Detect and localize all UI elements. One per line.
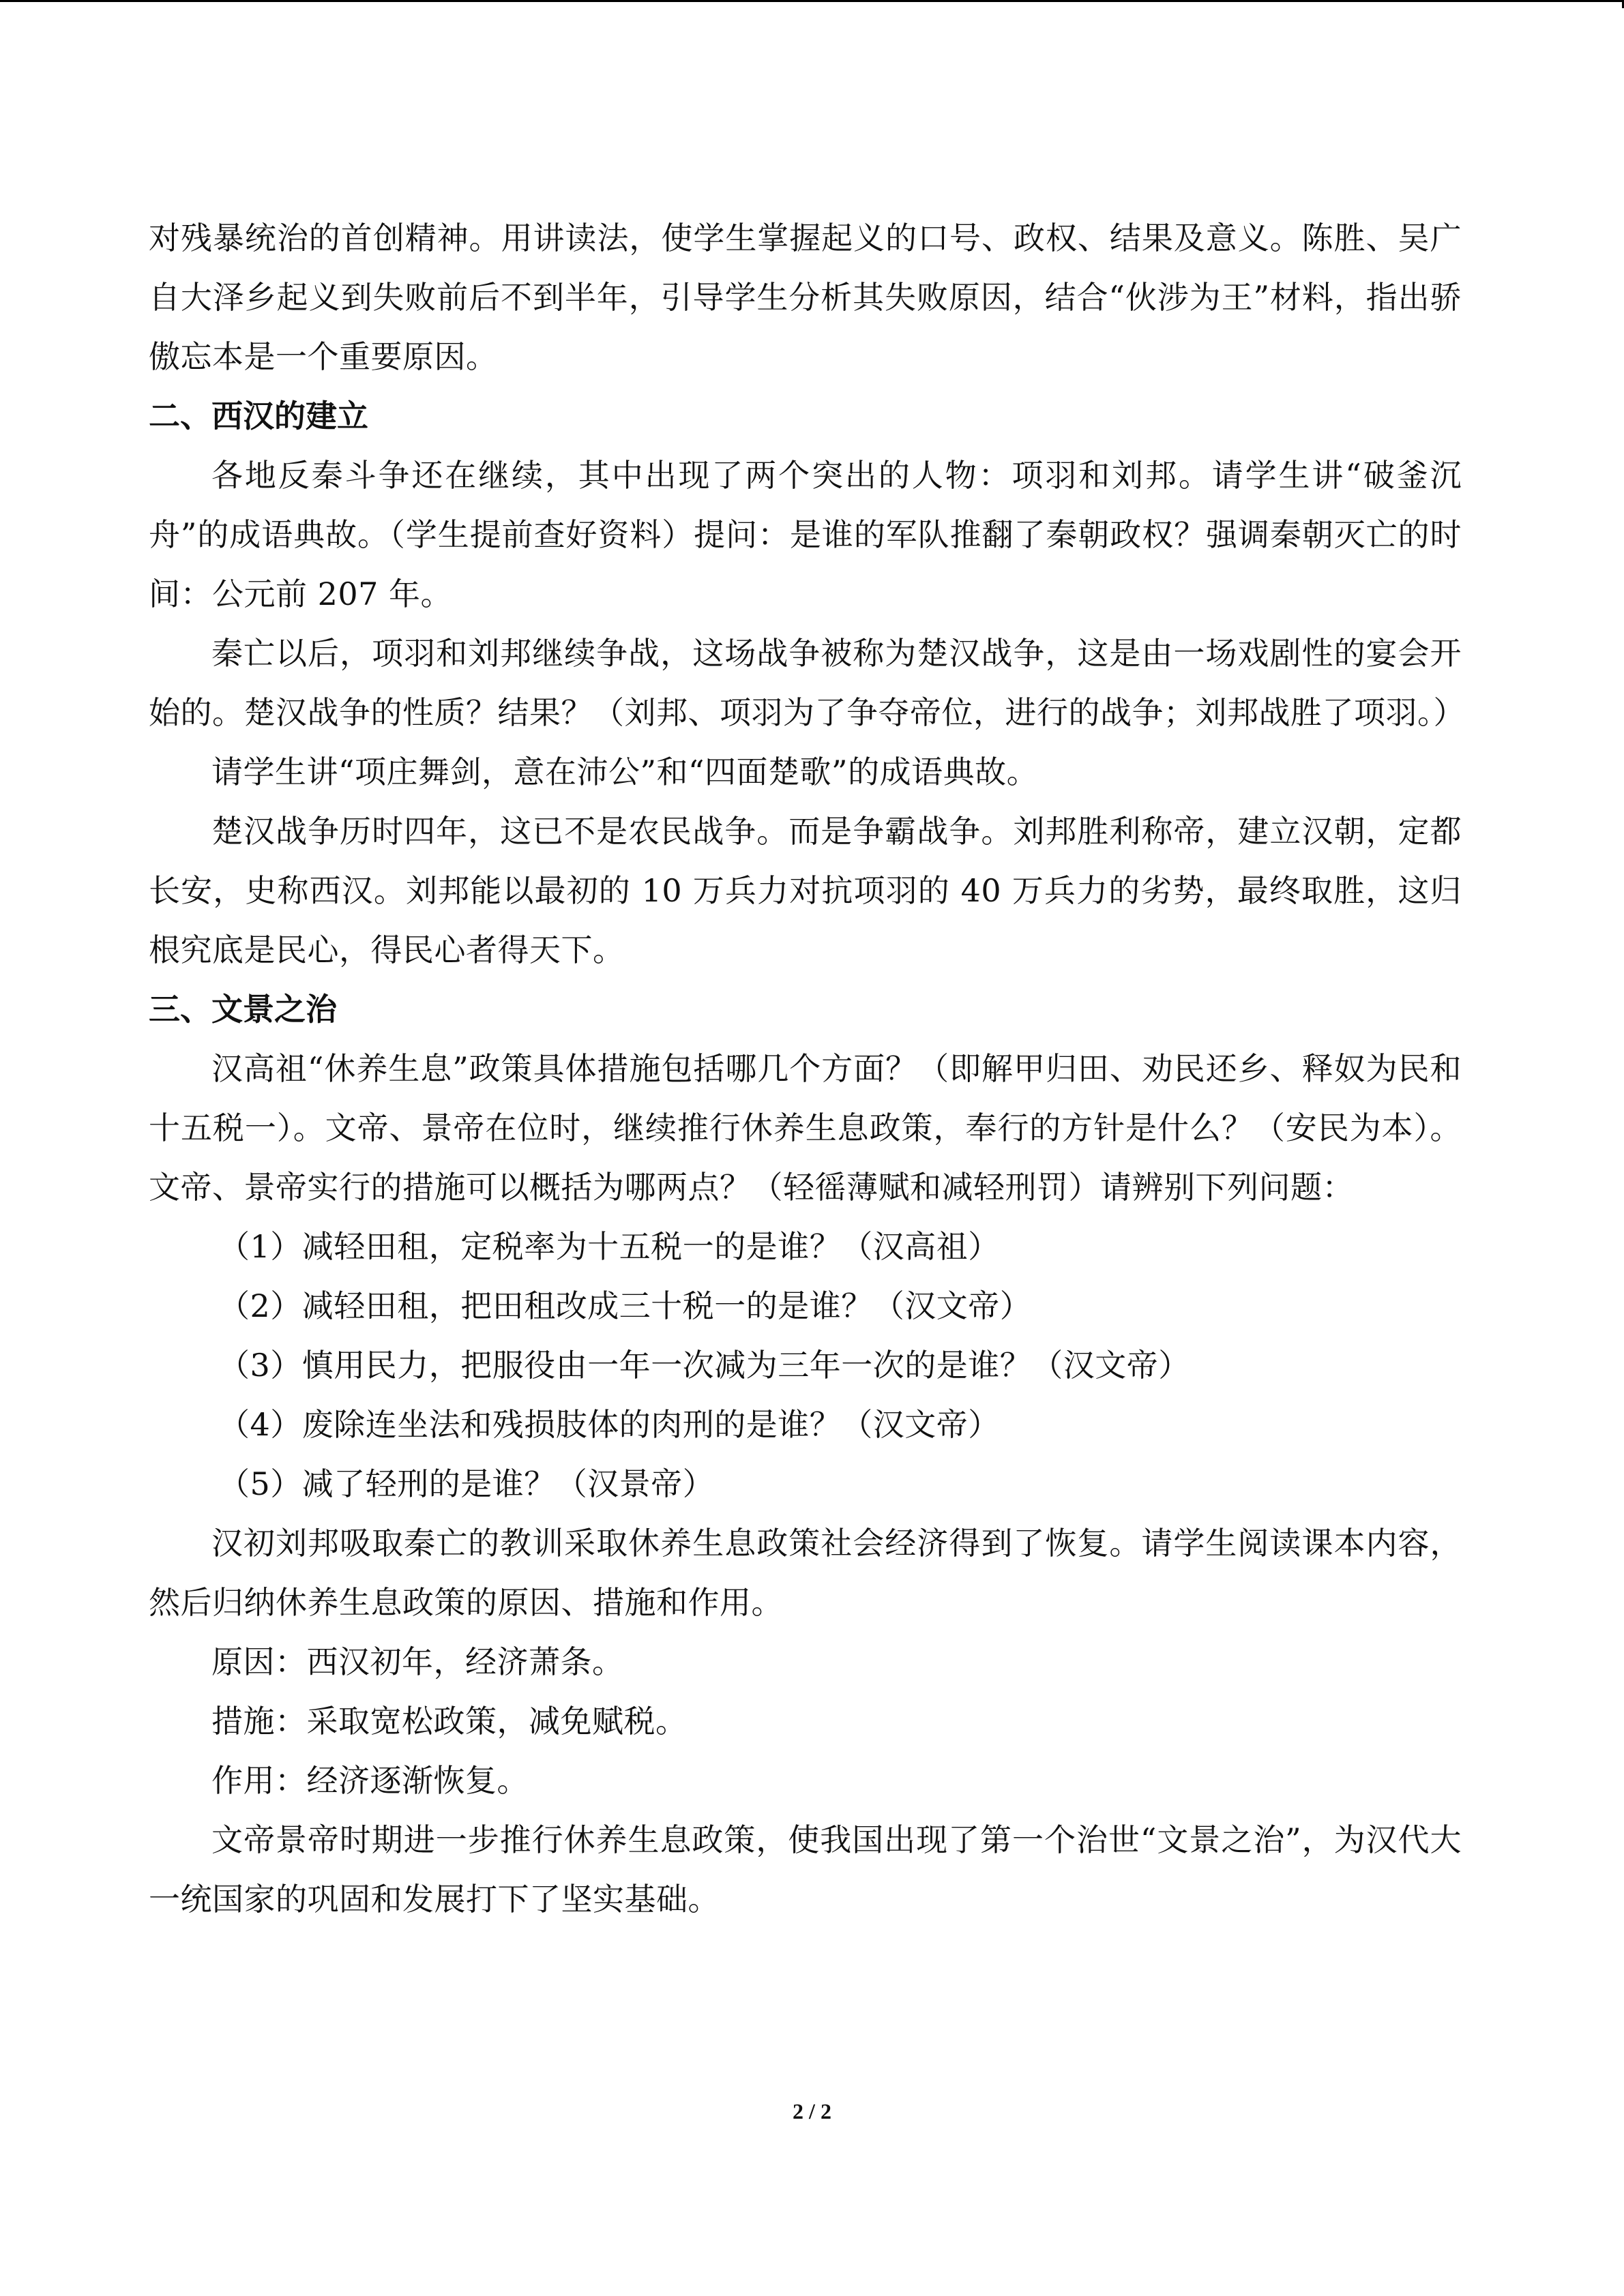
- section-heading-western-han: 二、西汉的建立: [149, 398, 368, 434]
- document-body: [149, 209, 1465, 1929]
- paragraph-measures: 措施：采取宽松政策，减免赋税。: [211, 1703, 688, 1740]
- paragraph-rest-policy: 汉高祖“休养生息”政策具体措施包括哪几个方面？（即解甲归田、劝民还乡、释奴为民和十五税一）。文帝、景帝在位时，继续推行休养生息政策，奉行的方针是什么？（安民为本）。文帝、景帝实行的措施可以概括为哪两点？（轻徭薄赋和减轻刑罚）请辨别下列问题：: [149, 1050, 1462, 1206]
- question-item-1: （1）减轻田租，定税率为十五税一的是谁？（汉高祖）: [218, 1228, 1000, 1265]
- section-heading-wenjing-rule: 三、文景之治: [149, 991, 337, 1028]
- page-top-border: [0, 0, 1624, 2]
- paragraph-effect: 作用：经济逐渐恢复。: [211, 1762, 529, 1799]
- paragraph-policy-summary: 汉初刘邦吸取秦亡的教训采取休养生息政策社会经济得到了恢复。请学生阅读课本内容，然后归纳休养生息政策的原因、措施和作用。: [149, 1525, 1462, 1621]
- paragraph-chen-sheng-failure: 对残暴统治的首创精神。用讲读法，使学生掌握起义的口号、政权、结果及意义。陈胜、吴广自大泽乡起义到失败前后不到半年，引导学生分析其失败原因，结合“伙涉为王”材料，指出骄傲忘本是一个重要原因。: [149, 220, 1462, 375]
- paragraph-chu-han-war: 秦亡以后，项羽和刘邦继续争战，这场战争被称为楚汉战争，这是由一场戏剧性的宴会开始的。楚汉战争的性质？结果？（刘邦、项羽为了争夺帝位，进行的战争；刘邦战胜了项羽。）: [149, 635, 1465, 731]
- paragraph-wenjing-conclusion: 文帝景帝时期进一步推行休养生息政策，使我国出现了第一个治世“文景之治”，为汉代大一统国家的巩固和发展打下了坚实基础。: [149, 1821, 1462, 1918]
- page-number: 2 / 2: [793, 2099, 831, 2123]
- question-item-2: （2）减轻田租，把田租改成三十税一的是谁？（汉文帝）: [218, 1287, 1032, 1324]
- question-item-5: （5）减了轻刑的是谁？（汉景帝）: [218, 1465, 715, 1502]
- paragraph-xiang-yu-liu-bang: 各地反秦斗争还在继续，其中出现了两个突出的人物：项羽和刘邦。请学生讲“破釜沉舟”的成语典故。（学生提前查好资料）提问：是谁的军队推翻了秦朝政权？强调秦朝灭亡的时间：公元前 207 年。: [149, 457, 1462, 612]
- question-item-3: （3）慎用民力，把服役由一年一次减为三年一次的是谁？（汉文帝）: [218, 1347, 1190, 1384]
- question-item-4: （4）废除连坐法和残损肢体的肉刑的是谁？（汉文帝）: [218, 1406, 1000, 1443]
- paragraph-han-founding: 楚汉战争历时四年，这已不是农民战争。而是争霸战争。刘邦胜利称帝，建立汉朝，定都长安，史称西汉。刘邦能以最初的 10 万兵力对抗项羽的 40 万兵力的劣势，最终取胜，这归根究底是民心，得民心者得天下。: [149, 813, 1462, 968]
- paragraph-reason: 原因：西汉初年，经济萧条。: [211, 1643, 624, 1680]
- paragraph-idioms: 请学生讲“项庄舞剑，意在沛公”和“四面楚歌”的成语典故。: [211, 754, 1039, 790]
